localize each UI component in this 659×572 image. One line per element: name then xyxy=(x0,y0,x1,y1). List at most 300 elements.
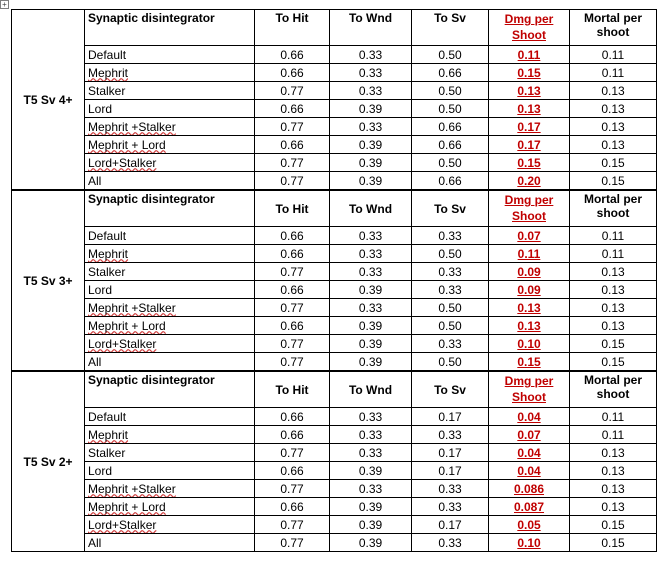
weapon-header: Synaptic disintegrator xyxy=(85,10,255,46)
to-wnd-value xyxy=(330,172,412,191)
to-wnd-value xyxy=(330,82,412,100)
dmg-value xyxy=(489,480,570,498)
to-sv-value xyxy=(412,516,489,534)
row-label-text: Stalker xyxy=(88,264,126,279)
row-label-text: Mephrit + Lord xyxy=(88,137,166,152)
group-label: T5 Sv 3+ xyxy=(12,190,85,371)
to-sv-value xyxy=(412,118,489,136)
dmg-value xyxy=(489,136,570,154)
mortal-value-text: 0.13 xyxy=(601,481,625,496)
mortal-value xyxy=(570,534,657,552)
to-sv-value xyxy=(412,353,489,372)
to-sv-value xyxy=(412,263,489,281)
mortal-value xyxy=(570,154,657,172)
to-wnd-value xyxy=(330,534,412,552)
to-sv-value xyxy=(412,444,489,462)
dmg-value xyxy=(489,426,570,444)
to-hit-value-text: 0.66 xyxy=(280,47,304,62)
to-hit-value xyxy=(255,534,330,552)
table-row xyxy=(12,154,657,172)
to-hit-value xyxy=(255,462,330,480)
to-wnd-value xyxy=(330,335,412,353)
mortal-value xyxy=(570,82,657,100)
to-hit-value xyxy=(255,408,330,426)
to-sv-value-text: 0.33 xyxy=(438,282,462,297)
row-label-text: Default xyxy=(88,409,127,424)
to-hit-value-text: 0.77 xyxy=(280,535,304,550)
to-sv-value-text: 0.50 xyxy=(438,318,462,333)
to-hit-header: To Hit xyxy=(255,10,330,46)
mortal-value xyxy=(570,408,657,426)
dmg-value-text: 0.20 xyxy=(517,173,541,188)
to-sv-value-text: 0.33 xyxy=(438,228,462,243)
mortal-value-text: 0.11 xyxy=(601,246,625,261)
to-hit-header: To Hit xyxy=(255,190,330,227)
table-row xyxy=(12,516,657,534)
mortal-value-text: 0.11 xyxy=(601,65,625,80)
to-sv-value xyxy=(412,408,489,426)
to-sv-value xyxy=(412,136,489,154)
dmg-value xyxy=(489,263,570,281)
dmg-value-text: 0.09 xyxy=(517,282,541,297)
to-sv-value xyxy=(412,154,489,172)
row-label-text: Mephrit xyxy=(88,427,129,442)
to-wnd-value xyxy=(330,353,412,372)
to-wnd-value xyxy=(330,299,412,317)
row-label-text: Default xyxy=(88,228,127,243)
to-sv-value-text: 0.17 xyxy=(438,463,462,478)
to-sv-value-text: 0.17 xyxy=(438,517,462,532)
to-wnd-value-text: 0.33 xyxy=(358,65,383,80)
mortal-value xyxy=(570,136,657,154)
dmg-value xyxy=(489,335,570,353)
to-sv-value xyxy=(412,245,489,263)
row-label-text: All xyxy=(88,535,102,550)
dmg-value-text: 0.10 xyxy=(517,535,541,550)
to-wnd-value-text: 0.33 xyxy=(358,119,383,134)
to-hit-value xyxy=(255,444,330,462)
mortal-value xyxy=(570,263,657,281)
to-sv-value xyxy=(412,100,489,118)
row-label xyxy=(85,64,255,82)
to-sv-header: To Sv xyxy=(412,10,489,46)
dmg-value-text: 0.11 xyxy=(517,47,541,62)
row-label xyxy=(85,462,255,480)
to-wnd-header: To Wnd xyxy=(330,10,412,46)
to-hit-value xyxy=(255,154,330,172)
weapon-header: Synaptic disintegrator xyxy=(85,371,255,408)
to-sv-value-text: 0.33 xyxy=(438,499,462,514)
weapon-header: Synaptic disintegrator xyxy=(85,190,255,227)
mortal-value xyxy=(570,480,657,498)
to-hit-value xyxy=(255,335,330,353)
mortal-value xyxy=(570,64,657,82)
to-wnd-value-text: 0.39 xyxy=(358,463,383,478)
to-sv-value-text: 0.33 xyxy=(438,481,462,496)
dmg-value-text: 0.15 xyxy=(517,354,541,369)
table-row xyxy=(12,353,657,372)
dmg-value-text: 0.13 xyxy=(517,83,541,98)
to-sv-value xyxy=(412,64,489,82)
row-label-text: Stalker xyxy=(88,83,126,98)
to-hit-value xyxy=(255,317,330,335)
to-sv-header: To Sv xyxy=(412,190,489,227)
dmg-value-text: 0.17 xyxy=(517,137,541,152)
dmg-value xyxy=(489,534,570,552)
dmg-value xyxy=(489,154,570,172)
table-row xyxy=(12,172,657,191)
row-label-text: Default xyxy=(88,47,127,62)
table-row xyxy=(12,498,657,516)
dmg-value-text: 0.11 xyxy=(517,246,541,261)
table-row xyxy=(12,245,657,263)
table-row xyxy=(12,100,657,118)
to-sv-value-text: 0.33 xyxy=(438,264,462,279)
table-row xyxy=(12,480,657,498)
to-hit-value xyxy=(255,353,330,372)
mortal-value-text: 0.13 xyxy=(601,83,625,98)
to-wnd-header: To Wnd xyxy=(330,190,412,227)
dmg-value xyxy=(489,498,570,516)
to-hit-value-text: 0.77 xyxy=(280,336,304,351)
to-hit-value-text: 0.66 xyxy=(280,409,304,424)
dmg-value xyxy=(489,46,570,64)
to-hit-header: To Hit xyxy=(255,371,330,408)
row-label xyxy=(85,299,255,317)
table-body xyxy=(12,10,657,552)
mortal-value-text: 0.11 xyxy=(601,47,625,62)
table-row xyxy=(12,426,657,444)
row-label xyxy=(85,534,255,552)
dmg-value-text: 0.10 xyxy=(517,336,541,351)
dmg-value-text: 0.04 xyxy=(517,409,541,424)
to-sv-value xyxy=(412,172,489,191)
to-sv-value xyxy=(412,317,489,335)
to-wnd-value xyxy=(330,480,412,498)
row-label xyxy=(85,227,255,245)
row-label xyxy=(85,317,255,335)
mortal-value xyxy=(570,245,657,263)
to-wnd-value xyxy=(330,245,412,263)
to-hit-value-text: 0.77 xyxy=(280,83,304,98)
to-sv-value xyxy=(412,227,489,245)
header-row xyxy=(12,190,657,227)
to-wnd-value-text: 0.39 xyxy=(358,282,383,297)
row-label xyxy=(85,281,255,299)
table-row xyxy=(12,408,657,426)
mortal-value-text: 0.13 xyxy=(601,101,625,116)
mortal-header: Mortal per shoot xyxy=(570,10,657,46)
dmg-value-text: 0.07 xyxy=(517,228,541,243)
dmg-value xyxy=(489,100,570,118)
mortal-value-text: 0.15 xyxy=(601,173,625,188)
to-wnd-value xyxy=(330,281,412,299)
to-sv-value-text: 0.66 xyxy=(438,173,462,188)
to-sv-value-text: 0.33 xyxy=(438,336,462,351)
table-row xyxy=(12,299,657,317)
row-label-text: Lord xyxy=(88,463,113,478)
row-label-text: All xyxy=(88,173,102,188)
to-sv-value xyxy=(412,498,489,516)
to-wnd-value-text: 0.39 xyxy=(358,517,383,532)
row-label xyxy=(85,245,255,263)
to-sv-value-text: 0.66 xyxy=(438,65,462,80)
row-label xyxy=(85,498,255,516)
row-label xyxy=(85,154,255,172)
dmg-value xyxy=(489,172,570,191)
to-hit-value xyxy=(255,64,330,82)
to-hit-value-text: 0.66 xyxy=(280,499,304,514)
to-wnd-value-text: 0.33 xyxy=(358,300,383,315)
to-wnd-value-text: 0.39 xyxy=(358,101,383,116)
to-hit-value-text: 0.66 xyxy=(280,463,304,478)
table-row xyxy=(12,263,657,281)
mortal-value-text: 0.13 xyxy=(601,282,625,297)
dmg-value-text: 0.087 xyxy=(513,499,545,514)
to-sv-value xyxy=(412,82,489,100)
mortal-header: Mortal per shoot xyxy=(570,371,657,408)
row-label xyxy=(85,480,255,498)
table-move-handle-icon[interactable]: + xyxy=(0,0,9,9)
to-wnd-value xyxy=(330,426,412,444)
to-hit-value xyxy=(255,281,330,299)
to-sv-value-text: 0.66 xyxy=(438,137,462,152)
table-row xyxy=(12,281,657,299)
header-row xyxy=(12,10,657,46)
to-sv-value-text: 0.50 xyxy=(438,101,462,116)
to-hit-value-text: 0.66 xyxy=(280,427,304,442)
table-row xyxy=(12,136,657,154)
to-wnd-value xyxy=(330,462,412,480)
dmg-value xyxy=(489,82,570,100)
row-label-text: Lord+Stalker xyxy=(88,155,157,170)
dmg-value-text: 0.13 xyxy=(517,101,541,116)
mortal-value xyxy=(570,462,657,480)
to-wnd-value xyxy=(330,154,412,172)
dmg-value-text: 0.13 xyxy=(517,300,541,315)
mortal-value xyxy=(570,426,657,444)
to-wnd-value-text: 0.33 xyxy=(358,409,383,424)
mortal-value-text: 0.15 xyxy=(601,535,625,550)
to-wnd-value xyxy=(330,317,412,335)
mortal-value xyxy=(570,46,657,64)
row-label-text: Mephrit + Lord xyxy=(88,318,166,333)
table-row xyxy=(12,444,657,462)
row-label-text: Mephrit +Stalker xyxy=(88,119,176,134)
to-hit-value xyxy=(255,299,330,317)
dmg-value xyxy=(489,299,570,317)
dmg-value-text: 0.17 xyxy=(517,119,541,134)
row-label-text: Lord+Stalker xyxy=(88,517,157,532)
to-sv-value-text: 0.50 xyxy=(438,354,462,369)
row-label xyxy=(85,335,255,353)
dmg-value-text: 0.05 xyxy=(517,517,541,532)
to-wnd-value xyxy=(330,516,412,534)
to-wnd-value-text: 0.39 xyxy=(358,499,383,514)
to-sv-value-text: 0.66 xyxy=(438,119,462,134)
to-hit-value xyxy=(255,100,330,118)
mortal-value-text: 0.13 xyxy=(601,137,625,152)
to-wnd-value xyxy=(330,263,412,281)
group-label: T5 Sv 2+ xyxy=(12,371,85,552)
table-row xyxy=(12,118,657,136)
to-hit-value xyxy=(255,46,330,64)
to-sv-value xyxy=(412,462,489,480)
to-wnd-value xyxy=(330,136,412,154)
dmg-value-text: 0.13 xyxy=(517,318,541,333)
to-sv-value-text: 0.17 xyxy=(438,445,462,460)
mortal-value-text: 0.13 xyxy=(601,264,625,279)
to-wnd-value xyxy=(330,444,412,462)
mortal-value xyxy=(570,516,657,534)
table-row xyxy=(12,46,657,64)
to-wnd-value-text: 0.39 xyxy=(358,336,383,351)
to-hit-value xyxy=(255,516,330,534)
table-row xyxy=(12,64,657,82)
to-hit-value xyxy=(255,263,330,281)
mortal-value-text: 0.15 xyxy=(601,354,625,369)
to-wnd-header: To Wnd xyxy=(330,371,412,408)
to-wnd-value xyxy=(330,100,412,118)
mortal-value xyxy=(570,444,657,462)
row-label xyxy=(85,136,255,154)
row-label-text: Mephrit xyxy=(88,246,129,261)
mortal-value xyxy=(570,335,657,353)
to-wnd-value-text: 0.39 xyxy=(358,318,383,333)
row-label xyxy=(85,172,255,191)
dmg-value-text: 0.09 xyxy=(517,264,541,279)
to-sv-value-text: 0.50 xyxy=(438,155,462,170)
row-label xyxy=(85,100,255,118)
to-wnd-value-text: 0.33 xyxy=(358,83,383,98)
row-label xyxy=(85,516,255,534)
mortal-value xyxy=(570,353,657,372)
table-row xyxy=(12,317,657,335)
to-wnd-value xyxy=(330,118,412,136)
dmg-value xyxy=(489,245,570,263)
mortal-value xyxy=(570,317,657,335)
mortal-value-text: 0.11 xyxy=(601,427,625,442)
dmg-header: Dmg per Shoot xyxy=(489,371,570,408)
row-label xyxy=(85,82,255,100)
dmg-value-text: 0.07 xyxy=(517,427,541,442)
to-sv-value-text: 0.50 xyxy=(438,246,462,261)
to-hit-value-text: 0.77 xyxy=(280,517,304,532)
to-sv-value-text: 0.17 xyxy=(438,409,462,424)
dmg-value xyxy=(489,118,570,136)
mortal-value-text: 0.15 xyxy=(601,336,625,351)
to-wnd-value-text: 0.33 xyxy=(358,481,383,496)
row-label-text: Mephrit +Stalker xyxy=(88,481,176,496)
to-hit-value-text: 0.66 xyxy=(280,246,304,261)
to-hit-value-text: 0.77 xyxy=(280,155,304,170)
mortal-value xyxy=(570,100,657,118)
to-wnd-value-text: 0.39 xyxy=(358,354,383,369)
row-label xyxy=(85,408,255,426)
to-hit-value xyxy=(255,227,330,245)
to-sv-value xyxy=(412,534,489,552)
to-hit-value-text: 0.77 xyxy=(280,354,304,369)
to-hit-value xyxy=(255,82,330,100)
mortal-value-text: 0.11 xyxy=(601,409,625,424)
to-hit-value xyxy=(255,136,330,154)
mortal-value xyxy=(570,498,657,516)
dmg-value xyxy=(489,281,570,299)
to-sv-value xyxy=(412,281,489,299)
mortal-value-text: 0.15 xyxy=(601,517,625,532)
mortal-value-text: 0.15 xyxy=(601,155,625,170)
row-label-text: Stalker xyxy=(88,445,126,460)
to-wnd-value-text: 0.33 xyxy=(358,264,383,279)
row-label-text: Lord xyxy=(88,101,113,116)
dmg-value xyxy=(489,353,570,372)
dmg-value-text: 0.15 xyxy=(517,65,541,80)
to-wnd-value-text: 0.33 xyxy=(358,445,383,460)
table-row xyxy=(12,335,657,353)
mortal-value-text: 0.13 xyxy=(601,463,625,478)
to-wnd-value xyxy=(330,498,412,516)
mortal-value-text: 0.13 xyxy=(601,300,625,315)
to-sv-value xyxy=(412,46,489,64)
mortal-value-text: 0.13 xyxy=(601,499,625,514)
mortal-value xyxy=(570,172,657,191)
to-wnd-value-text: 0.39 xyxy=(358,155,383,170)
to-hit-value-text: 0.66 xyxy=(280,101,304,116)
row-label-text: Mephrit + Lord xyxy=(88,499,166,514)
dmg-value-text: 0.15 xyxy=(517,155,541,170)
to-hit-value xyxy=(255,426,330,444)
dmg-value xyxy=(489,516,570,534)
to-sv-value-text: 0.50 xyxy=(438,47,462,62)
dmg-value-text: 0.04 xyxy=(517,463,541,478)
table-row xyxy=(12,227,657,245)
row-label-text: Mephrit xyxy=(88,65,129,80)
to-sv-value-text: 0.50 xyxy=(438,300,462,315)
dmg-value xyxy=(489,444,570,462)
to-hit-value-text: 0.66 xyxy=(280,282,304,297)
dmg-value xyxy=(489,408,570,426)
to-hit-value xyxy=(255,245,330,263)
to-hit-value-text: 0.77 xyxy=(280,173,304,188)
mortal-value xyxy=(570,299,657,317)
to-hit-value-text: 0.66 xyxy=(280,65,304,80)
dmg-value-text: 0.04 xyxy=(517,445,541,460)
mortal-value xyxy=(570,227,657,245)
row-label xyxy=(85,118,255,136)
mortal-value-text: 0.13 xyxy=(601,318,625,333)
mortal-value-text: 0.13 xyxy=(601,119,625,134)
to-hit-value-text: 0.66 xyxy=(280,228,304,243)
to-wnd-value xyxy=(330,408,412,426)
to-sv-value xyxy=(412,299,489,317)
table-row xyxy=(12,462,657,480)
to-sv-value xyxy=(412,426,489,444)
dmg-header: Dmg per Shoot xyxy=(489,10,570,46)
table-row xyxy=(12,82,657,100)
to-wnd-value-text: 0.33 xyxy=(358,228,383,243)
damage-table xyxy=(11,9,657,552)
group-label: T5 Sv 4+ xyxy=(12,10,85,191)
dmg-value-text: 0.086 xyxy=(513,481,545,496)
to-wnd-value-text: 0.39 xyxy=(358,535,383,550)
to-wnd-value-text: 0.39 xyxy=(358,137,383,152)
row-label xyxy=(85,426,255,444)
row-label-text: Lord xyxy=(88,282,113,297)
row-label-text: Lord+Stalker xyxy=(88,336,157,351)
mortal-header: Mortal per shoot xyxy=(570,190,657,227)
dmg-header: Dmg per Shoot xyxy=(489,190,570,227)
to-sv-value-text: 0.33 xyxy=(438,535,462,550)
